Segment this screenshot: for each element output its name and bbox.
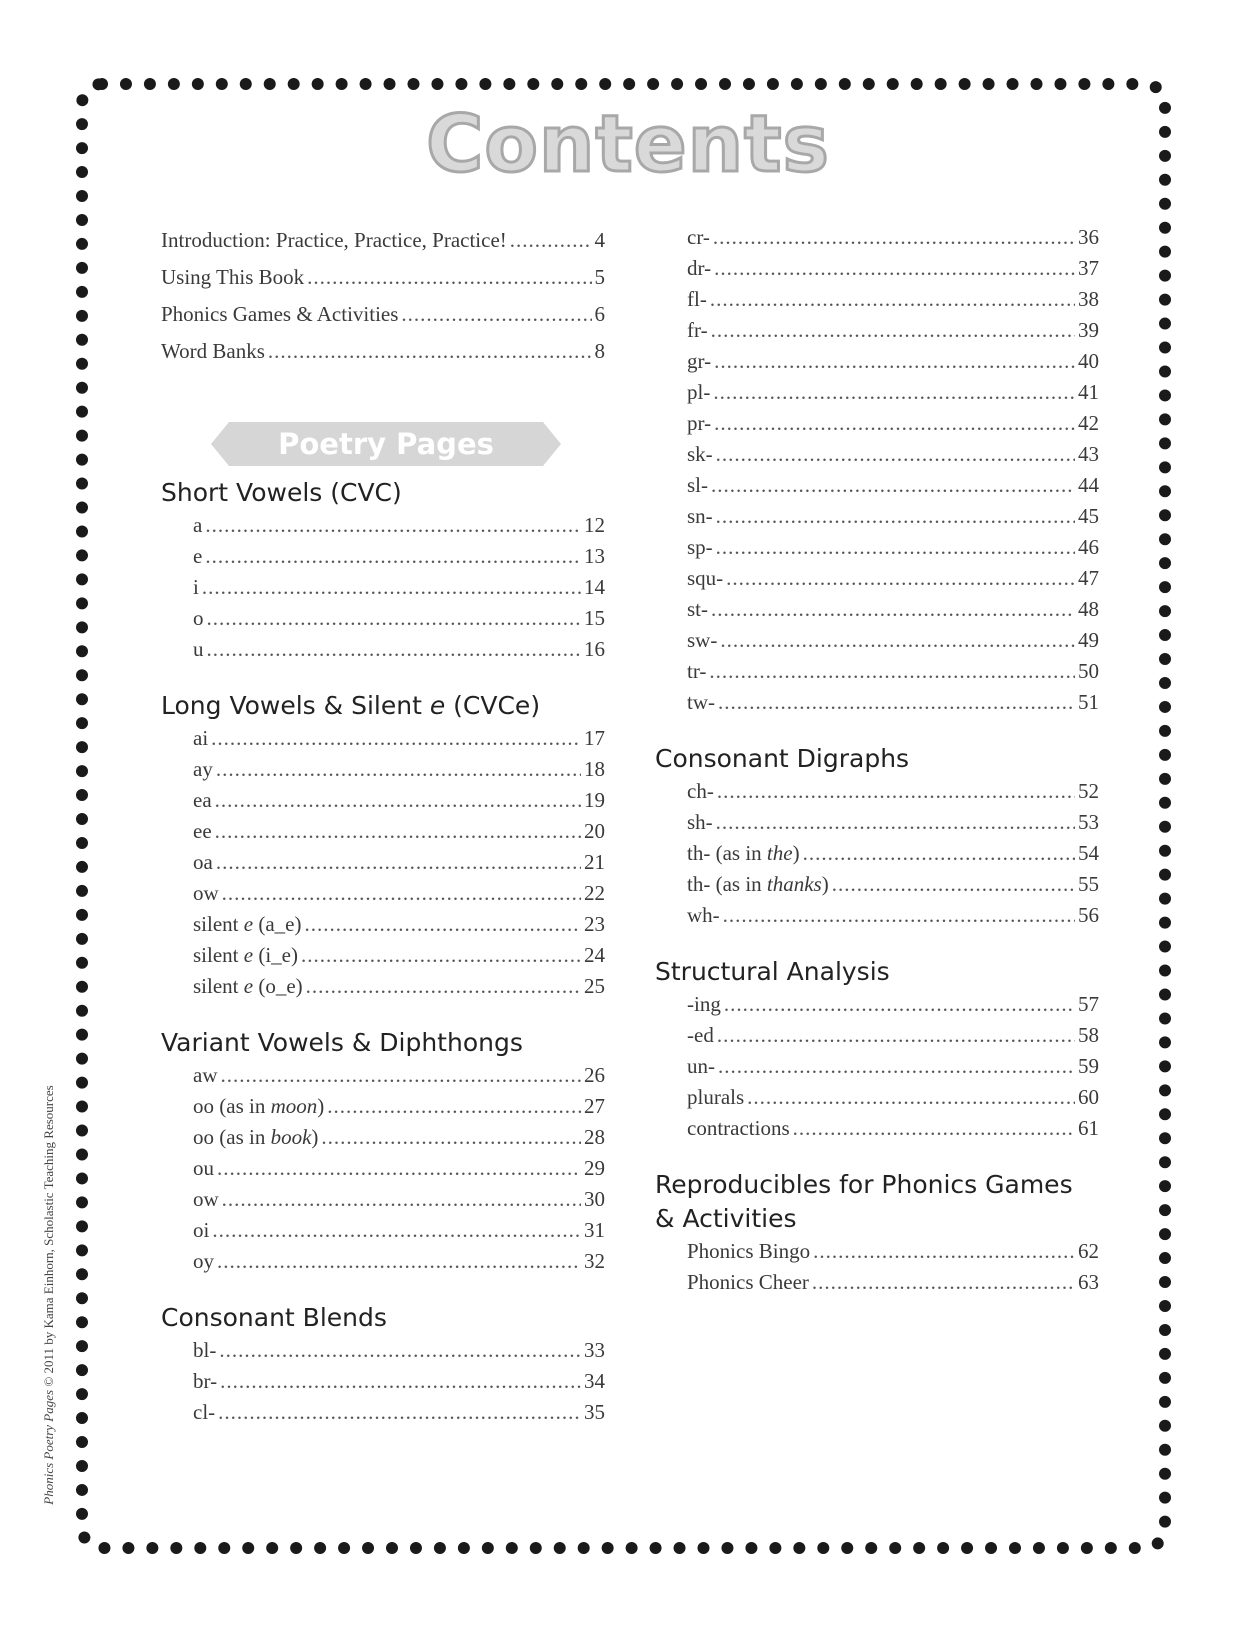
dot-leader — [327, 1091, 581, 1122]
page-number: 46 — [1078, 535, 1099, 559]
section-heading-consonant-digraphs: Consonant Digraphs — [655, 744, 910, 773]
dot-leader — [217, 1153, 581, 1184]
toc-entry[interactable]: e ..... 13 — [161, 541, 605, 572]
dot-leader — [711, 315, 1075, 346]
dot-leader — [215, 785, 581, 816]
page-number: 35 — [584, 1400, 605, 1424]
page-number: 17 — [584, 726, 605, 750]
page-number: 56 — [1078, 903, 1099, 927]
page-number: 8 — [594, 339, 605, 363]
toc-entry[interactable]: tw- ..... 51 — [655, 687, 1099, 718]
page-number: 26 — [584, 1063, 605, 1087]
toc-entry[interactable]: oy ..... 32 — [161, 1246, 605, 1277]
toc-entry[interactable]: tr- ..... 50 — [655, 656, 1099, 687]
toc-entry[interactable]: Phonics Games & Activities ..... 6 — [161, 296, 605, 333]
toc-entry[interactable]: st- ..... 48 — [655, 594, 1099, 625]
page-number: 57 — [1078, 992, 1099, 1016]
dot-leader — [219, 1335, 581, 1366]
dot-leader — [304, 909, 581, 940]
toc-entry[interactable]: ow ..... 30 — [161, 1184, 605, 1215]
section-heading-variant-vowels: Variant Vowels & Diphthongs — [161, 1028, 523, 1057]
toc-entry[interactable]: gr- ..... 40 — [655, 346, 1099, 377]
dot-leader — [714, 408, 1075, 439]
dot-leader — [216, 754, 581, 785]
toc-entry[interactable]: a ..... 12 — [161, 510, 605, 541]
toc-entry[interactable]: Phonics Cheer ..... 63 — [655, 1267, 1099, 1298]
dot-leader — [711, 594, 1075, 625]
page-number: 15 — [584, 606, 605, 630]
page-number: 4 — [594, 228, 605, 252]
dot-leader — [211, 723, 581, 754]
dot-leader — [716, 439, 1075, 470]
page-number: 51 — [1078, 690, 1099, 714]
page-number: 44 — [1078, 473, 1099, 497]
page-number: 55 — [1078, 872, 1099, 896]
dot-leader — [709, 656, 1075, 687]
page-number: 58 — [1078, 1023, 1099, 1047]
dot-leader — [301, 940, 581, 971]
dot-leader — [306, 971, 581, 1002]
page-number: 37 — [1078, 256, 1099, 280]
page-number: 40 — [1078, 349, 1099, 373]
page-number: 24 — [584, 943, 605, 967]
page-number: 19 — [584, 788, 605, 812]
page-number: 36 — [1078, 225, 1099, 249]
toc-entry[interactable]: Using This Book ..... 5 — [161, 259, 605, 296]
toc-entry[interactable]: u ..... 16 — [161, 634, 605, 665]
toc-entry[interactable]: contractions ..... 61 — [655, 1113, 1099, 1144]
dot-leader — [726, 563, 1075, 594]
page-number: 33 — [584, 1338, 605, 1362]
toc-entry[interactable]: oo (as in moon) ..... 27 — [161, 1091, 605, 1122]
page-number: 49 — [1078, 628, 1099, 652]
page-number: 60 — [1078, 1085, 1099, 1109]
dot-leader — [717, 1020, 1075, 1051]
toc-entry[interactable]: dr- ..... 37 — [655, 253, 1099, 284]
dot-leader — [723, 900, 1075, 931]
toc-entry[interactable]: bl- ..... 33 — [161, 1335, 605, 1366]
toc-entry[interactable]: o ..... 15 — [161, 603, 605, 634]
page-number: 38 — [1078, 287, 1099, 311]
section-heading-long-vowels: Long Vowels & Silent e (CVCe) — [161, 691, 541, 720]
page-number: 42 — [1078, 411, 1099, 435]
dot-leader — [205, 541, 581, 572]
page-number: 41 — [1078, 380, 1099, 404]
dot-leader — [307, 259, 591, 296]
section-heading-reproducibles-line2: & Activities — [655, 1204, 797, 1233]
toc-entry[interactable]: wh- ..... 56 — [655, 900, 1099, 931]
dot-leader — [717, 776, 1075, 807]
toc-entry[interactable]: fl- ..... 38 — [655, 284, 1099, 315]
dot-leader — [711, 470, 1075, 501]
toc-entry[interactable]: ch- ..... 52 — [655, 776, 1099, 807]
toc-entry[interactable]: Phonics Bingo ..... 62 — [655, 1236, 1099, 1267]
page-number: 22 — [584, 881, 605, 905]
dot-leader — [716, 532, 1075, 563]
toc-entry[interactable]: pr- ..... 42 — [655, 408, 1099, 439]
toc-entry[interactable]: cl- ..... 35 — [161, 1397, 605, 1428]
page-number: 63 — [1078, 1270, 1099, 1294]
dot-leader — [217, 1246, 581, 1277]
poetry-pages-banner — [211, 422, 561, 466]
page-number: 25 — [584, 974, 605, 998]
toc-entry[interactable]: th- (as in thanks) ..... 55 — [655, 869, 1099, 900]
page-number: 13 — [584, 544, 605, 568]
toc-entry[interactable]: fr- ..... 39 — [655, 315, 1099, 346]
toc-entry[interactable]: th- (as in the) ..... 54 — [655, 838, 1099, 869]
dot-leader — [207, 634, 582, 665]
page-number: 6 — [594, 302, 605, 326]
toc-entry[interactable]: ow ..... 22 — [161, 878, 605, 909]
toc-entry[interactable]: squ- ..... 47 — [655, 563, 1099, 594]
toc-entry[interactable]: i ..... 14 — [161, 572, 605, 603]
toc-left-column — [161, 222, 605, 1428]
toc-entry[interactable]: sh- ..... 53 — [655, 807, 1099, 838]
copyright-credit: Phonics Poetry Pages © 2011 by Kama Einhorn, Scholastic Teaching Resources — [41, 1085, 56, 1505]
section-heading-short-vowels: Short Vowels (CVC) — [161, 478, 402, 507]
toc-entry[interactable]: sl- ..... 44 — [655, 470, 1099, 501]
page-number: 52 — [1078, 779, 1099, 803]
page-number: 59 — [1078, 1054, 1099, 1078]
dot-leader — [321, 1122, 581, 1153]
page-number: 30 — [584, 1187, 605, 1211]
dot-leader — [832, 869, 1075, 900]
dot-leader — [218, 1397, 581, 1428]
toc-entry[interactable]: Word Banks ..... 8 — [161, 333, 605, 370]
page-number: 48 — [1078, 597, 1099, 621]
section-heading-consonant-blends: Consonant Blends — [161, 1303, 387, 1332]
page-number: 62 — [1078, 1239, 1099, 1263]
toc-entry[interactable]: plurals ..... 60 — [655, 1082, 1099, 1113]
dot-leader — [205, 510, 581, 541]
dot-leader — [813, 1236, 1075, 1267]
page-number: 32 — [584, 1249, 605, 1273]
page-number: 23 — [584, 912, 605, 936]
toc-entry[interactable]: sw- ..... 49 — [655, 625, 1099, 656]
dot-leader — [718, 687, 1075, 718]
dot-leader — [268, 333, 592, 370]
toc-entry[interactable]: ay ..... 18 — [161, 754, 605, 785]
dot-leader — [803, 838, 1075, 869]
dot-leader — [713, 222, 1075, 253]
dot-leader — [812, 1267, 1075, 1298]
dot-leader — [212, 1215, 581, 1246]
dot-leader — [716, 501, 1075, 532]
section-heading-reproducibles: Reproducibles for Phonics Games — [655, 1170, 1073, 1199]
page-number: 18 — [584, 757, 605, 781]
toc-entry[interactable]: silent e (o_e) ..... 25 — [161, 971, 605, 1002]
dot-leader — [220, 1366, 581, 1397]
dot-leader — [716, 807, 1075, 838]
page-number: 34 — [584, 1369, 605, 1393]
dot-leader — [202, 572, 581, 603]
page-number: 47 — [1078, 566, 1099, 590]
dot-leader — [222, 1184, 581, 1215]
page-number: 20 — [584, 819, 605, 843]
dot-leader — [222, 878, 581, 909]
page-number: 29 — [584, 1156, 605, 1180]
page-number: 16 — [584, 637, 605, 661]
toc-entry[interactable]: cr- ..... 36 — [655, 222, 1099, 253]
page-number: 54 — [1078, 841, 1099, 865]
toc-entry[interactable]: pl- ..... 41 — [655, 377, 1099, 408]
toc-entry[interactable]: -ing ..... 57 — [655, 989, 1099, 1020]
dot-leader — [720, 625, 1075, 656]
page-title: Contents — [426, 100, 830, 190]
dot-leader — [747, 1082, 1075, 1113]
toc-entry[interactable]: sn- ..... 45 — [655, 501, 1099, 532]
toc-entry[interactable]: oo (as in book) ..... 28 — [161, 1122, 605, 1153]
toc-entry[interactable]: ee ..... 20 — [161, 816, 605, 847]
dot-leader — [710, 284, 1075, 315]
toc-entry[interactable]: silent e (a_e) ..... 23 — [161, 909, 605, 940]
page-number: 12 — [584, 513, 605, 537]
toc-entry[interactable]: un- ..... 59 — [655, 1051, 1099, 1082]
dot-leader — [724, 989, 1075, 1020]
toc-entry[interactable]: Introduction: Practice, Practice, Practice! ..... 4 — [161, 222, 605, 259]
toc-entry[interactable]: ea ..... 19 — [161, 785, 605, 816]
page-number: 50 — [1078, 659, 1099, 683]
dot-leader — [401, 296, 591, 333]
dot-leader — [207, 603, 582, 634]
page-number: 39 — [1078, 318, 1099, 342]
banner-label: Poetry Pages — [278, 427, 494, 461]
dot-leader — [216, 847, 581, 878]
toc-entry[interactable]: silent e (i_e) ..... 24 — [161, 940, 605, 971]
page-number: 31 — [584, 1218, 605, 1242]
toc-right-column — [655, 222, 1099, 1298]
page-number: 45 — [1078, 504, 1099, 528]
dot-leader — [221, 1060, 582, 1091]
dot-leader — [793, 1113, 1075, 1144]
page-number: 21 — [584, 850, 605, 874]
toc-entry[interactable]: ou ..... 29 — [161, 1153, 605, 1184]
toc-entry[interactable]: oa ..... 21 — [161, 847, 605, 878]
page-number: 27 — [584, 1094, 605, 1118]
page-number: 5 — [594, 265, 605, 289]
toc-entry[interactable]: sk- ..... 43 — [655, 439, 1099, 470]
toc-entry[interactable]: br- ..... 34 — [161, 1366, 605, 1397]
dot-leader — [718, 1051, 1075, 1082]
page-number: 61 — [1078, 1116, 1099, 1140]
dot-leader — [215, 816, 581, 847]
page-number: 28 — [584, 1125, 605, 1149]
toc-entry[interactable]: sp- ..... 46 — [655, 532, 1099, 563]
toc-entry[interactable]: ai ..... 17 — [161, 723, 605, 754]
toc-entry[interactable]: oi ..... 31 — [161, 1215, 605, 1246]
toc-entry[interactable]: aw ..... 26 — [161, 1060, 605, 1091]
page-number: 14 — [584, 575, 605, 599]
dot-leader — [510, 222, 592, 259]
page-number: 53 — [1078, 810, 1099, 834]
dot-leader — [714, 253, 1075, 284]
section-heading-structural-analysis: Structural Analysis — [655, 957, 890, 986]
dot-leader — [714, 346, 1075, 377]
dot-leader — [713, 377, 1075, 408]
page-number: 43 — [1078, 442, 1099, 466]
toc-entry[interactable]: -ed ..... 58 — [655, 1020, 1099, 1051]
